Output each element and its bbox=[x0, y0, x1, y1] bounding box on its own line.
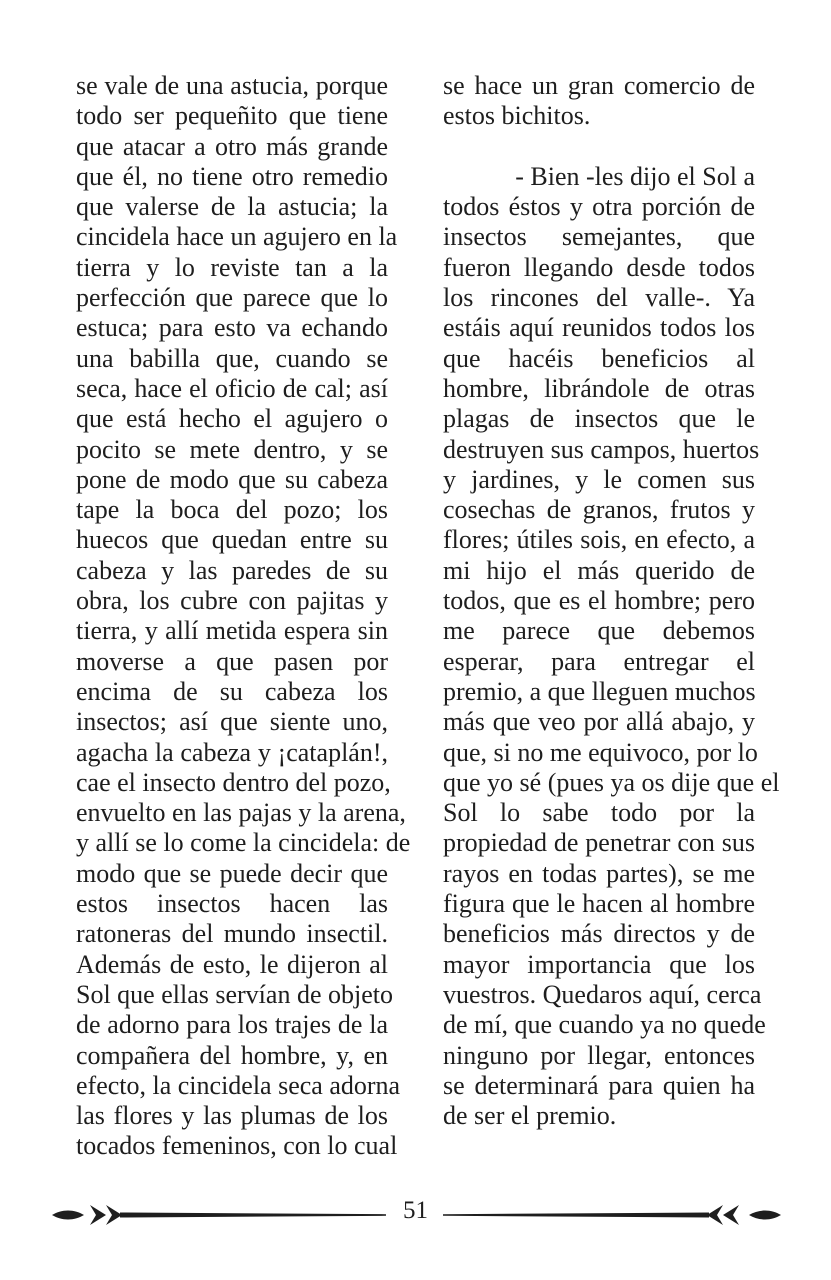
text-line: ratoneras del mundo insectil. bbox=[76, 919, 388, 949]
text-line: cae el insecto dentro del pozo, bbox=[76, 767, 391, 797]
text-line: insectos semejantes, que bbox=[443, 222, 755, 252]
text-line: vuestros. Quedaros aquí, cerca bbox=[443, 979, 762, 1009]
arrow-ornament-right-icon bbox=[443, 1200, 783, 1230]
text-line: y jardines, y le comen sus bbox=[443, 464, 755, 494]
text-line: los rincones del valle-. Ya bbox=[443, 283, 755, 313]
text-line: seca, hace el oficio de cal; así bbox=[76, 373, 388, 403]
text-line: se hace un gran comercio de bbox=[443, 71, 755, 100]
text-line: que yo sé (pues ya os dije que el bbox=[443, 767, 780, 797]
text-line: Sol lo sabe todo por la bbox=[443, 798, 755, 828]
text-line: todos éstos y otra porción de bbox=[443, 192, 755, 222]
text-line: que él, no tiene otro remedio bbox=[76, 161, 388, 191]
text-line: mayor importancia que los bbox=[443, 949, 755, 979]
text-line: encima de su cabeza los bbox=[76, 676, 388, 706]
paragraph-gap bbox=[443, 132, 755, 162]
text-line: huecos que quedan entre su bbox=[76, 525, 388, 555]
text-line: insectos; así que siente uno, bbox=[76, 707, 388, 737]
text-line: agacha la cabeza y ¡cataplán!, bbox=[76, 737, 388, 767]
right-text-column bbox=[443, 71, 780, 1131]
text-line: efecto, la cincidela seca adorna bbox=[76, 1070, 401, 1100]
text-line: todo ser pequeñito que tiene bbox=[76, 101, 388, 131]
text-line: que hacéis beneficios al bbox=[443, 343, 755, 373]
text-line: de ser el premio. bbox=[443, 1101, 617, 1131]
text-line: rayos en todas partes), se me bbox=[443, 858, 755, 888]
text-line: que, si no me equivoco, por lo bbox=[443, 737, 758, 767]
text-line: tape la boca del pozo; los bbox=[76, 495, 388, 525]
text-line: que valerse de la astucia; la bbox=[76, 192, 388, 222]
text-line: premio, a que lleguen muchos bbox=[443, 676, 756, 706]
text-line: tierra, y allí metida espera sin bbox=[76, 616, 388, 646]
text-line: - Bien -les dijo el Sol a bbox=[515, 161, 755, 191]
text-line: destruyen sus campos, huertos bbox=[443, 434, 760, 464]
page-footer bbox=[0, 1190, 831, 1240]
text-line: propiedad de penetrar con sus bbox=[443, 828, 755, 858]
text-line: estuca; para esto va echando bbox=[76, 313, 388, 343]
text-line: cosechas de granos, frutos y bbox=[443, 495, 755, 525]
text-line: que está hecho el agujero o bbox=[76, 404, 388, 434]
text-line: se determinará para quien ha bbox=[443, 1070, 755, 1100]
text-line: envuelto en las pajas y la arena, bbox=[76, 798, 406, 828]
text-line: pocito se mete dentro, y se bbox=[76, 434, 388, 464]
text-line: flores; útiles sois, en efecto, a bbox=[443, 525, 755, 555]
text-line: me parece que debemos bbox=[443, 616, 755, 646]
text-line: estos insectos hacen las bbox=[76, 889, 388, 919]
text-line: una babilla que, cuando se bbox=[76, 343, 388, 373]
text-line: tocados femeninos, con lo cual bbox=[76, 1131, 398, 1161]
text-line: Sol que ellas servían de objeto bbox=[76, 979, 393, 1009]
text-line: cincidela hace un agujero en la bbox=[76, 222, 398, 252]
text-line: tierra y lo reviste tan a la bbox=[76, 252, 388, 282]
text-line: esperar, para entregar el bbox=[443, 646, 755, 676]
left-text-column bbox=[76, 71, 411, 1162]
text-line: perfección que parece que lo bbox=[76, 283, 388, 313]
text-line: beneficios más directos y de bbox=[443, 919, 755, 949]
text-line: plagas de insectos que le bbox=[443, 404, 755, 434]
text-line: cabeza y las paredes de su bbox=[76, 555, 388, 585]
text-line: estáis aquí reunidos todos los bbox=[443, 313, 755, 343]
text-line: hombre, librándole de otras bbox=[443, 373, 755, 403]
text-line: fueron llegando desde todos bbox=[443, 252, 755, 282]
text-line: modo que se puede decir que bbox=[76, 858, 388, 888]
text-line: moverse a que pasen por bbox=[76, 646, 388, 676]
text-line: de mí, que cuando ya no quede bbox=[443, 1010, 766, 1040]
text-line: compañera del hombre, y, en bbox=[76, 1040, 388, 1070]
text-line: se vale de una astucia, porque bbox=[76, 71, 388, 100]
text-line: ninguno por llegar, entonces bbox=[443, 1040, 755, 1070]
text-line: más que veo por allá abajo, y bbox=[443, 707, 755, 737]
text-line: figura que le hacen al hombre bbox=[443, 889, 755, 919]
text-line: que atacar a otro más grande bbox=[76, 131, 388, 161]
text-line: de adorno para los trajes de la bbox=[76, 1010, 388, 1040]
text-line: mi hijo el más querido de bbox=[443, 555, 755, 585]
text-line: obra, los cubre con pajitas y bbox=[76, 586, 388, 616]
text-line: las flores y las plumas de los bbox=[76, 1101, 388, 1131]
text-line: Además de esto, le dijeron al bbox=[76, 949, 388, 979]
text-line: y allí se lo come la cincidela: de bbox=[76, 828, 411, 858]
page-number: 51 bbox=[403, 1197, 428, 1224]
text-line: estos bichitos. bbox=[443, 101, 591, 131]
text-line: pone de modo que su cabeza bbox=[76, 464, 388, 494]
text-line: todos, que es el hombre; pero bbox=[443, 586, 755, 616]
